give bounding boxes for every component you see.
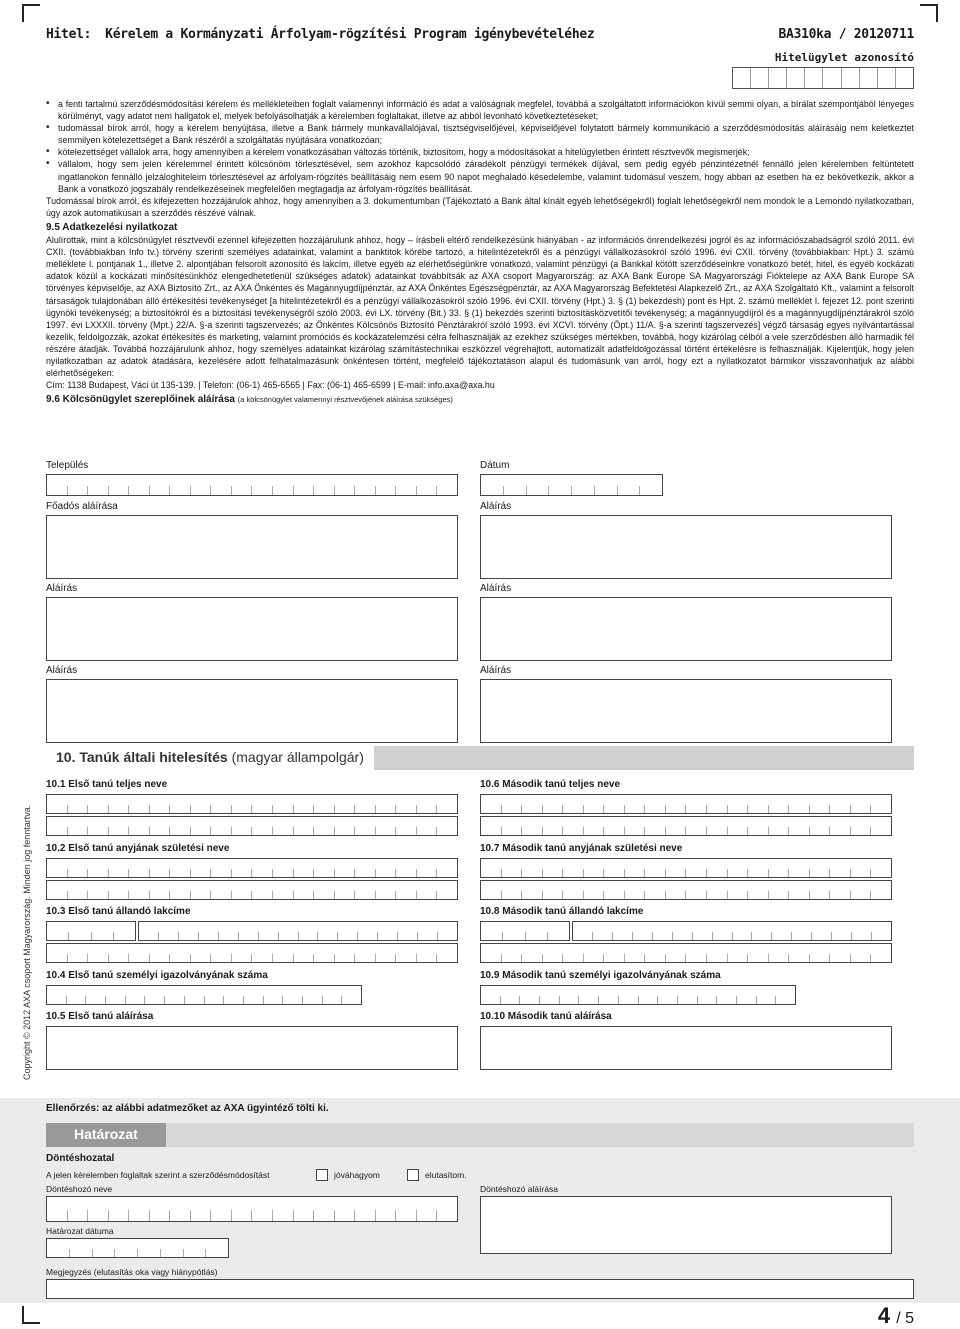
second-witness-id-label: 10.9 Második tanú személyi igazolványának száma: [480, 970, 721, 981]
decision-header: [46, 1123, 914, 1147]
reject-label: elutasítom.: [425, 1170, 467, 1180]
section-10-number: 10.: [56, 749, 76, 765]
first-witness-mother-label: 10.2 Első tanú anyjának születési neve: [46, 843, 230, 854]
date-input[interactable]: [480, 474, 663, 496]
signature-field[interactable]: [480, 515, 892, 579]
place-input[interactable]: [46, 474, 458, 496]
declaration-text: [46, 98, 914, 406]
first-witness-city-input[interactable]: [138, 921, 458, 941]
internal-check-note: Ellenőrzés: az alábbi adatmezőket az AXA ügyintéző tölti ki.: [46, 1103, 329, 1114]
section-9-5-heading: 9.5 Adatkezelési nyilatkozat: [46, 221, 178, 233]
first-witness-id-label: 10.4 Első tanú személyi igazolványának száma: [46, 970, 268, 981]
main-debtor-signature-label: Főadós aláírása: [46, 501, 118, 512]
crop-mark-top-right: [920, 4, 938, 22]
second-witness-signature-label: 10.10 Második tanú aláírása: [480, 1011, 612, 1022]
first-witness-street-input[interactable]: [46, 943, 458, 963]
knowledge-paragraph: Tudomással bírok arról, és kifejezetten hozzájárulok ahhoz, hogy amennyiben a 3. dokumentumban (Tájékoztató a Bank által kínált egyéb lehetőségekről) foglalt lehetőségekről nem mondok le a Lemondó nyilatkozatban, úgy azok automatikusan a szerződés részévé válnak.: [46, 195, 914, 218]
header-title-text: Kérelem a Kormányzati Árfolyam-rögzítési Program igénybevételéhez: [105, 27, 595, 42]
signature-field[interactable]: [46, 597, 458, 661]
page-current: 4: [877, 1303, 891, 1328]
signature-field[interactable]: [480, 597, 892, 661]
decision-tag: Határozat: [46, 1123, 166, 1147]
signature-label: Aláírás: [46, 665, 78, 676]
approve-label: jóváhagyom: [334, 1170, 380, 1180]
bullet-item: • a fenti tartalmú szerződésmódosítási kérelem és mellékleteiben foglalt valamennyi információ és adat a valóságnak megfelel, továbbá a szolgáltatott információkon kívül semmi olyan, a bírálat szempontjából lényeges körülményt, vagy adatot nem hallgatok el, melyek befolyásolhatják a kérelemben foglaltakat, illetve az abból levonható következtetéseket;: [46, 98, 914, 122]
section-10-tag: [46, 746, 374, 770]
second-witness-name-input-2[interactable]: [480, 816, 892, 836]
declaration-bullets: [46, 98, 914, 195]
signature-field[interactable]: [46, 679, 458, 743]
date-label: Dátum: [480, 460, 510, 471]
page-number: [878, 1303, 914, 1329]
remark-input[interactable]: [46, 1279, 914, 1299]
bullet-item: • kötelezettséget vállalok arra, hogy amennyiben a kérelem vonatkozásában változás történik, biztosítom, hogy a módosításokat a hitelügyletben érintett résztvevők megismerjék;: [46, 146, 914, 158]
form-code: BA310ka / 20120711: [778, 27, 914, 42]
decider-signature-label: Döntéshozó aláírása: [480, 1184, 558, 1194]
signature-field[interactable]: [480, 679, 892, 743]
header-title: [46, 27, 594, 42]
first-witness-mother-input-2[interactable]: [46, 880, 458, 900]
second-witness-city-input[interactable]: [572, 921, 892, 941]
second-witness-mother-input[interactable]: [480, 858, 892, 878]
signature-label: Aláírás: [480, 501, 512, 512]
header-label: Hitel:: [46, 27, 92, 42]
decider-name-label: Döntéshozó neve: [46, 1184, 113, 1194]
page-total: / 5: [896, 1310, 914, 1327]
first-witness-signature-field[interactable]: [46, 1026, 458, 1070]
place-label: Település: [46, 460, 89, 471]
second-witness-name-label: 10.6 Második tanú teljes neve: [480, 779, 621, 790]
main-debtor-signature-field[interactable]: [46, 515, 458, 579]
second-witness-address-label: 10.8 Második tanú állandó lakcíme: [480, 906, 644, 917]
contact-line: Cím: 1138 Budapest, Váci út 135-139. | Telefon: (06-1) 465-6565 | Fax: (06-1) 465-6599 | E-mail: info.axa@axa.hu: [46, 380, 495, 391]
second-witness-signature-field[interactable]: [480, 1026, 892, 1070]
remark-label: Megjegyzés (elutasítás oka vagy hiánypótlás): [46, 1267, 218, 1277]
decision-date-label: Határozat dátuma: [46, 1226, 114, 1236]
first-witness-name-input-2[interactable]: [46, 816, 458, 836]
signature-label: Aláírás: [480, 583, 512, 594]
first-witness-name-label: 10.1 Első tanú teljes neve: [46, 779, 168, 790]
section-10-header: [46, 746, 914, 770]
signature-label: Aláírás: [480, 665, 512, 676]
loan-id-label: Hitelügylet azonosító: [774, 51, 914, 64]
section-9-6-heading: [46, 394, 914, 406]
second-witness-mother-label: 10.7 Második tanú anyjának születési neve: [480, 843, 683, 854]
section-10-title: Tanúk általi hitelesítés: [79, 749, 228, 765]
copyright-text: Copyright © 2012 AXA csoport Magyarország. Minden jog fenntartva.: [22, 804, 32, 1080]
first-witness-mother-input[interactable]: [46, 858, 458, 878]
crop-mark-bottom-left: [22, 1306, 40, 1324]
bullet-item: • tudomással bírok arról, hogy a kérelem benyújtása, illetve a Bank bármely munkavállalójával, tisztségviselőjével, képviselőjével folytatott bármely kommunikáció a szerződésmódosítás aláírásáig nem keletkeztet semmilyen kötelezettséget a Bank részéről a szolgáltatás nyújtására vonatkozóan;: [46, 122, 914, 146]
decision-date-input[interactable]: [46, 1238, 229, 1258]
second-witness-mother-input-2[interactable]: [480, 880, 892, 900]
first-witness-id-input[interactable]: [46, 985, 362, 1005]
second-witness-street-input[interactable]: [480, 943, 892, 963]
signature-label: Aláírás: [46, 583, 78, 594]
second-witness-name-input[interactable]: [480, 794, 892, 814]
section-9-5-body: Alulírottak, mint a kölcsönügylet résztvevői ezennel kifejezetten hozzájárulunk ahhoz, hogy – írásbeli eltérő rendelkezésünk hiányában - az információs önrendelkezési jogról és az információszabadságról szóló 2011. évi CXII. (továbbiakban Info tv.) törvény szerinti személyes adatainkat, valamint a banktitok körébe tartozó, a hitelintézetekről és a pénzügyi vállalkozásokról szóló 1996. évi CXII. törvény (továbbiakban: Hpt.) 3. számú melléklete I. pontjának 1., illetve 2. alpontjában felsorolt azonosító és lakcím, illetve egyéb az elérhetőségünkre vonatkozó, valamint pénzügyi (a Bankkal kötött szerződéseinkre vonatkozó betét, hitel, és egyéb kockázati adatok közül a kockázati minősítésünkhöz elengedhetetlenül szükséges adatok) adatainkat továbbítsák az AXA csoport Magyarország: az AXA Bank Europe SA Magyarországi Fióktelepe az AXA Bank Europe SA törvényes képviselője, az AXA Biztosító Zrt., az AXA Önkéntes és Magánnyugdíjpénztár, az AXA Önkéntes Egészségpénztár, az AXA Magyarország Befektetési Alapkezelő Zrt., az AXA Szolgáltató Kft., valamint a felsorolt társaságok tulajdonában álló értékesítési tevékenységet [a hitelintézetekről és a pénzügyi vállalkozásokról szóló 1996. évi CXII. törvény (Hpt.) 3. § (1) bekezdésh) pont és Hpt. 2. számú melléklet I. fejezet 12. pont szerinti ügynöki tevékenység; a biztosítókról és a biztosítási tevékenységről szóló 2003. évi LX. törvény (Bit.) 33. § (1) bekezdés szerinti biztosításközvetítői tevékenység; a magánnyugdíjról és a magánnyugdíjpénztárakról szóló 1997. évi LXXXII. törvény (Mpt.) 22/A. §-a szerinti tagszervezés; az Önkéntes Kölcsönös Biztosító Pénztárakról szóló 1993. évi XCVI. törvény (Öpt.) 11/A. §-a szerinti tagszervezés] végző társaság egyes nyilvántartással kezelik, feldolgozzák, azokat értékesítés és marketing, valamint promóciós és kockázatelemzési célra felhasználják az ezekhez szükséges mértékben, továbbá, hogy kizárólag célból a vele szerződésben álló harmadik fél részére átadják. Továbbá hozzájárulunk ahhoz, hogy személyes adatainkat kizárólag számítástechnikai eszközzel végrehajtott, automatizált adatfeldolgozással történt értékelésre is felhasználják. Kijelentjük, hogy jelen nyilatkozatban az adatok átadására, kezelésére adott felhatalmazásunk önkéntesen történt, megfelelő tájékoztatáson alapul és tudomásunk van arról, hogy ezt a nyilatkozatot bármikor visszavonhatjuk az alábbi elérhetőségeken:: [46, 235, 914, 379]
second-witness-zip-input[interactable]: [480, 921, 570, 941]
decision-heading: Döntéshozatal: [46, 1153, 115, 1164]
section-9-6-title: 9.6 Kölcsönügylet szereplőinek aláírása: [46, 394, 235, 406]
first-witness-name-input[interactable]: [46, 794, 458, 814]
section-10-subtitle: (magyar állampolgár): [231, 749, 364, 765]
reject-checkbox[interactable]: [407, 1169, 419, 1181]
section-9-6-note: (a kölcsönügylet valamennyi résztvevőjének aláírása szükséges): [237, 395, 453, 405]
decider-name-input[interactable]: [46, 1196, 458, 1222]
crop-mark-top-left: [22, 4, 40, 22]
first-witness-address-label: 10.3 Első tanú állandó lakcíme: [46, 906, 191, 917]
second-witness-id-input[interactable]: [480, 985, 796, 1005]
loan-id-input[interactable]: [732, 67, 914, 89]
decider-signature-field[interactable]: [480, 1196, 892, 1254]
bullet-item: • vállalom, hogy sem jelen kérelemmel érintett kölcsönöm törlesztésével, sem azokhoz kapcsolódó záradékolt pénzügyi termékek díjával, sem pedig egyéb pénzintézetnél fennálló jelen kérelemben feltüntetett ingatlanokon fennálló jelzáloghiteleim törlesztésével az árfolyam-rögzítés beállításáig nem esem 90 napot meghaladó késedelembe, valamint tudomásul veszem, hogy abban az esetben ha ez bekövetkezik, akkor a Bank a vonatkozó jogszabály rendelkezéseinek megfelelően megtagadja az árfolyam-rögzítés beállítását.: [46, 158, 914, 194]
first-witness-signature-label: 10.5 Első tanú aláírása: [46, 1011, 154, 1022]
approve-checkbox[interactable]: [316, 1169, 328, 1181]
first-witness-zip-input[interactable]: [46, 921, 136, 941]
decision-text: A jelen kérelemben foglaltak szerint a szerződésmódosítást: [46, 1170, 270, 1180]
